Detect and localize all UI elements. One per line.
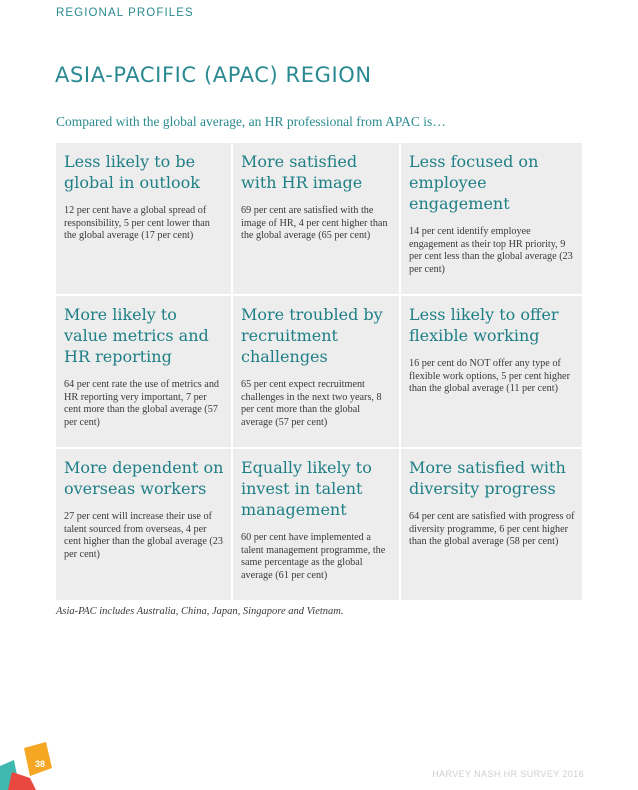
grid-cell-flexible-working: [401, 296, 582, 447]
grid-cell-talent-management: [233, 449, 399, 600]
running-footer: HARVEY NASH HR SURVEY 2016: [432, 769, 584, 779]
cell-body: 27 per cent will increase their use of talent sourced from overseas, 4 per cent higher than the global average (23 per cent): [64, 511, 223, 560]
grid-cell-overseas-workers: [56, 449, 231, 600]
cell-body: 69 per cent are satisfied with the image of HR, 4 per cent higher than the global average (65 per cent): [241, 205, 388, 242]
grid-cell-recruitment: [233, 296, 399, 447]
cell-title: More likely to value metrics and HR reporting: [64, 305, 209, 366]
cell-title: Less likely to be global in outlook: [64, 152, 200, 192]
cell-title: More satisfied with diversity progress: [409, 458, 566, 498]
comparison-grid: [56, 143, 582, 600]
cell-body: 12 per cent have a global spread of responsibility, 5 per cent lower than the global average (17 per cent): [64, 205, 210, 242]
page-title: ASIA-PACIFIC (APAC) REGION: [55, 63, 372, 87]
cell-title: Less likely to offer flexible working: [409, 305, 559, 345]
section-kicker: REGIONAL PROFILES: [56, 7, 194, 19]
cell-title: More troubled by recruitment challenges: [241, 305, 383, 366]
intro-text: Compared with the global average, an HR professional from APAC is…: [56, 114, 446, 129]
cell-body: 64 per cent are satisfied with progress of diversity programme, 6 per cent higher than the global average (58 per cent): [409, 511, 575, 548]
grid-cell-metrics-reporting: [56, 296, 231, 447]
grid-cell-employee-engagement: [401, 143, 582, 294]
grid-cell-diversity: [401, 449, 582, 600]
cell-title: Less focused on employee engagement: [409, 152, 539, 213]
cell-body: 60 per cent have implemented a talent management programme, the same percentage as the global average (61 per cent): [241, 532, 386, 581]
cell-body: 65 per cent expect recruitment challenges in the next two years, 8 per cent more than the global average (57 per cent): [241, 379, 382, 428]
page-number: 38: [34, 759, 45, 769]
cell-body: 16 per cent do NOT offer any type of flexible work options, 5 per cent higher than the global average (11 per cent): [409, 358, 570, 395]
grid-cell-hr-image: [233, 143, 399, 294]
footnote: Asia-PAC includes Australia, China, Japan, Singapore and Vietnam.: [56, 606, 344, 617]
cell-title: More satisfied with HR image: [241, 152, 363, 192]
cell-body: 14 per cent identify employee engagement as their top HR priority, 9 per cent less than the global average (23 per cent): [409, 226, 573, 275]
cell-body: 64 per cent rate the use of metrics and HR reporting very important, 7 per cent more than the global average (57 per cent): [64, 379, 220, 428]
grid-cell-global-outlook: [56, 143, 231, 294]
cell-title: Equally likely to invest in talent management: [241, 458, 372, 519]
cell-title: More dependent on overseas workers: [64, 458, 224, 498]
